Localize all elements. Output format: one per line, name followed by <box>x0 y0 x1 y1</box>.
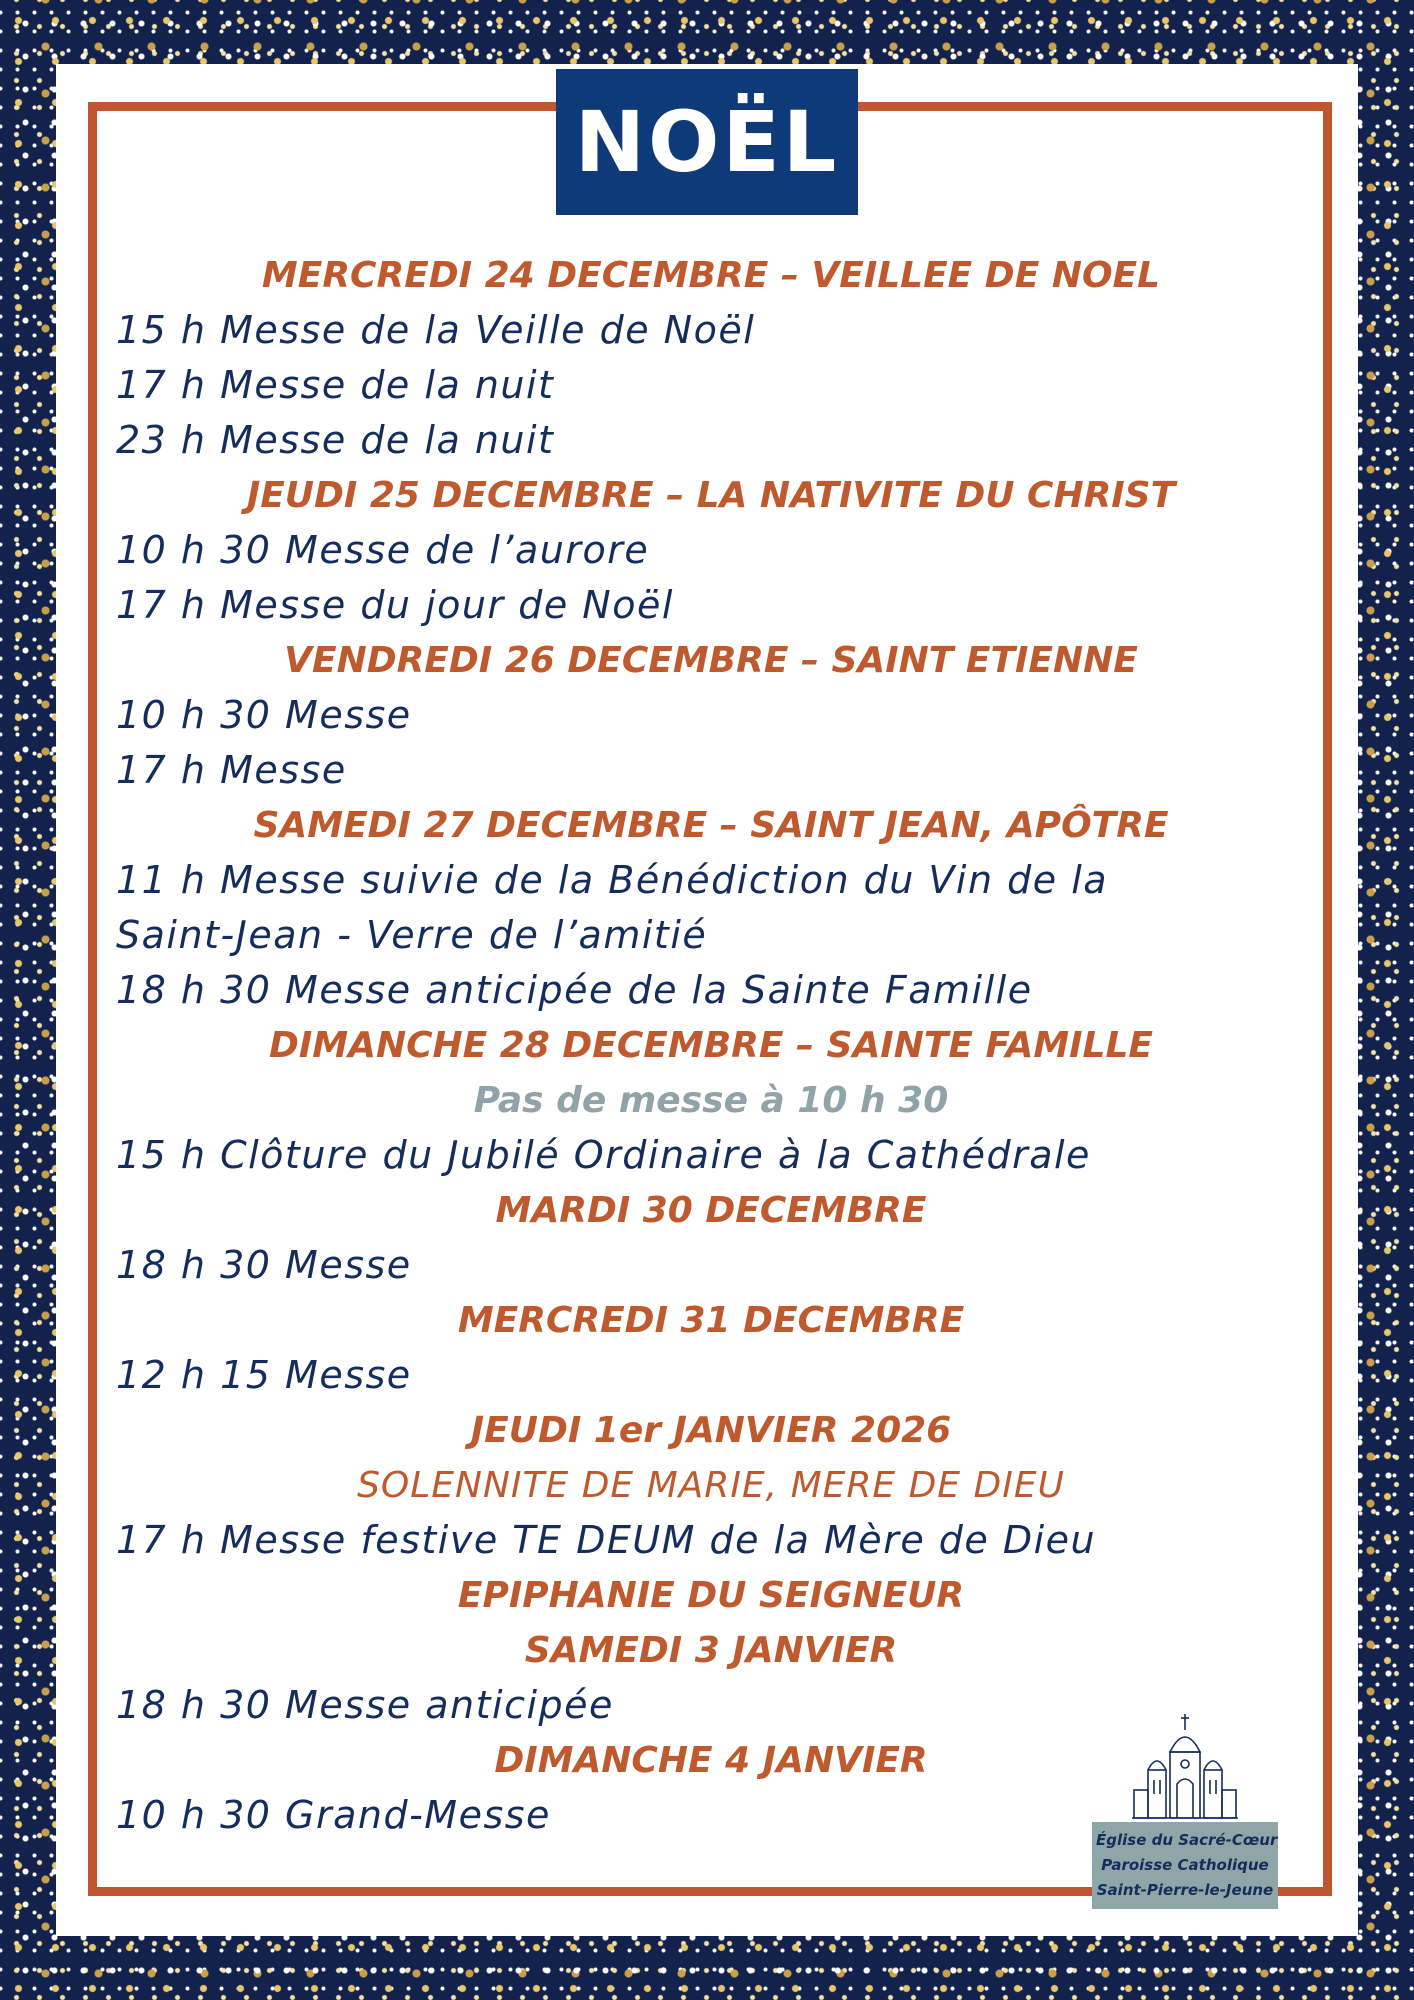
schedule-line: 17 h Messe festive TE DEUM de la Mère de Dieu <box>116 1518 1097 1562</box>
schedule-line: Saint-Jean - Verre de l’amitié <box>116 913 708 957</box>
schedule-line: 10 h 30 Messe <box>116 693 412 737</box>
schedule-line: 10 h 30 Messe de l’aurore <box>116 528 650 572</box>
schedule-line: EPIPHANIE DU SEIGNEUR <box>457 1575 965 1616</box>
schedule-line: VENDREDI 26 DECEMBRE – SAINT ETIENNE <box>284 640 1138 681</box>
schedule-line: 18 h 30 Messe <box>116 1243 412 1287</box>
schedule-line: 15 h Messe de la Veille de Noël <box>116 308 756 352</box>
schedule-line: 18 h 30 Messe anticipée de la Sainte Famille <box>116 968 1033 1012</box>
schedule-line: MERCREDI 31 DECEMBRE <box>457 1300 965 1341</box>
schedule-line: JEUDI 1er JANVIER 2026 <box>470 1410 952 1451</box>
parish-logo <box>1092 1708 1278 1909</box>
schedule-line: DIMANCHE 28 DECEMBRE – SAINTE FAMILLE <box>268 1025 1154 1066</box>
schedule-line: 15 h Clôture du Jubilé Ordinaire à la Cathédrale <box>116 1133 1091 1177</box>
schedule-line: 10 h 30 Grand-Messe <box>116 1793 551 1837</box>
schedule-line: 23 h Messe de la nuit <box>116 418 555 462</box>
schedule <box>116 248 1306 1843</box>
schedule-line: MERCREDI 24 DECEMBRE – VEILLEE DE NOEL <box>261 255 1161 296</box>
logo-line: Saint-Pierre-le-Jeune <box>1096 1881 1274 1899</box>
schedule-line: Pas de messe à 10 h 30 <box>473 1080 949 1121</box>
church-icon <box>1130 1708 1240 1822</box>
page-title: NOËL <box>574 93 840 191</box>
schedule-line: SAMEDI 3 JANVIER <box>524 1630 898 1671</box>
schedule-line: SOLENNITE DE MARIE, MERE DE DIEU <box>357 1465 1065 1506</box>
logo-line: Église du Sacré-Cœur <box>1096 1831 1278 1849</box>
logo-caption <box>1092 1822 1278 1909</box>
schedule-line: 17 h Messe du jour de Noël <box>116 583 674 627</box>
schedule-line: JEUDI 25 DECEMBRE – LA NATIVITE DU CHRIST <box>246 475 1176 516</box>
schedule-line: 17 h Messe <box>116 748 347 792</box>
schedule-line: 18 h 30 Messe anticipée <box>116 1683 614 1727</box>
title-banner <box>556 69 858 215</box>
logo-line: Paroisse Catholique <box>1101 1856 1269 1874</box>
schedule-line: 12 h 15 Messe <box>116 1353 412 1397</box>
schedule-line: SAMEDI 27 DECEMBRE – SAINT JEAN, APÔTRE <box>253 805 1169 846</box>
schedule-line: MARDI 30 DECEMBRE <box>495 1190 927 1231</box>
schedule-line: DIMANCHE 4 JANVIER <box>494 1740 928 1781</box>
poster <box>56 64 1358 1936</box>
schedule-line: 17 h Messe de la nuit <box>116 363 555 407</box>
schedule-line: 11 h Messe suivie de la Bénédiction du Vin de la <box>116 858 1109 902</box>
